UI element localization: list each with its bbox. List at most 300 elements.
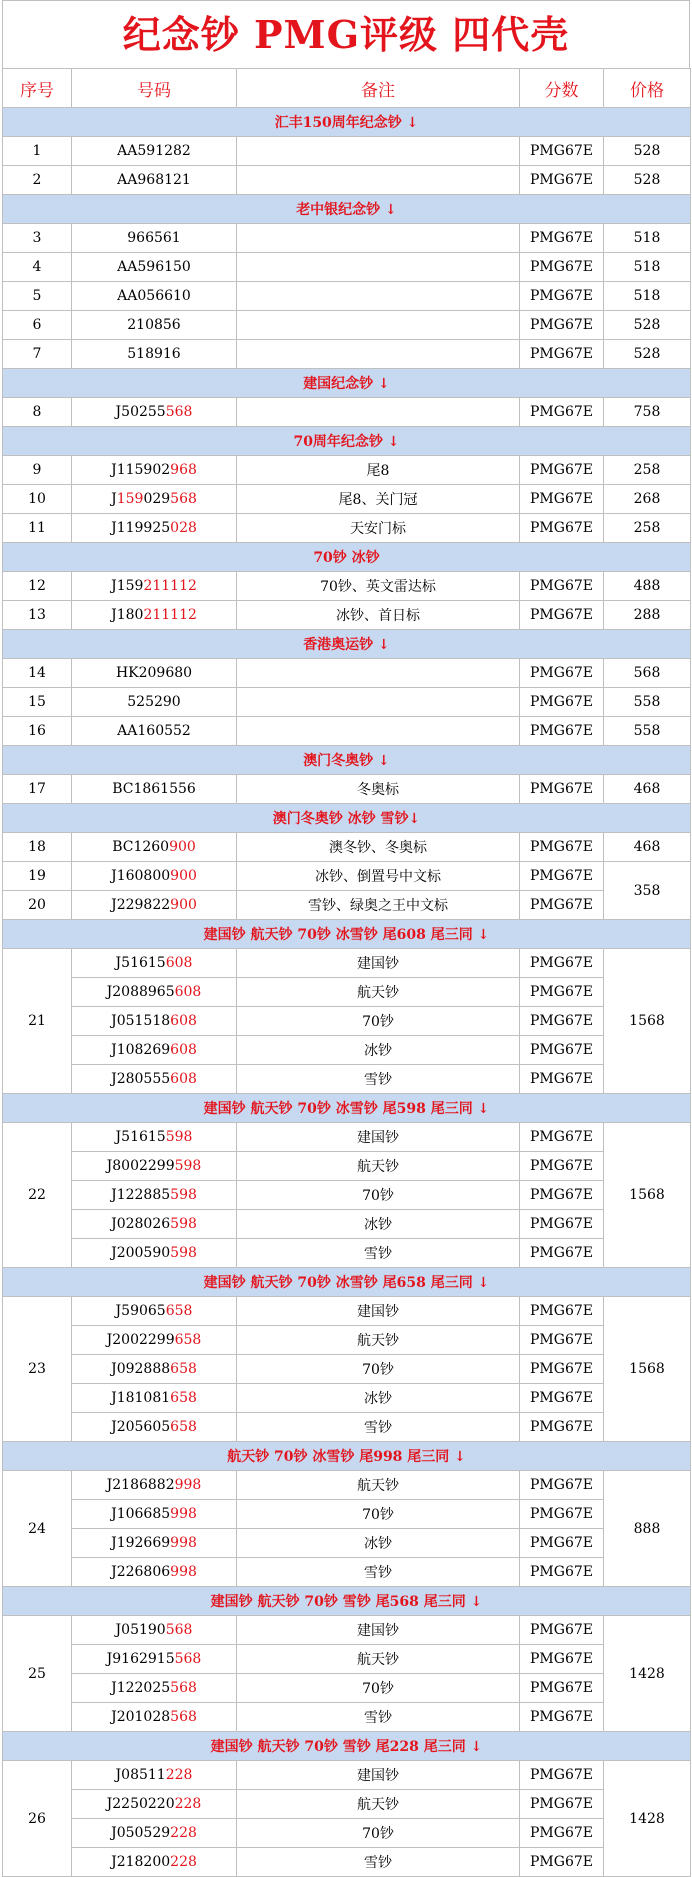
table-row: [3, 862, 691, 891]
note-cell: [237, 717, 520, 746]
price-cell: 358: [604, 862, 691, 920]
serial-number: [72, 833, 237, 862]
note-cell: [237, 659, 520, 688]
serial-number: [72, 1500, 237, 1529]
serial-prefix: J2002299: [106, 1332, 175, 1348]
serial-number: [72, 137, 237, 166]
price-table: [2, 68, 691, 1877]
table-row: [3, 949, 691, 978]
section-title: 老中银纪念钞 ↓: [3, 195, 691, 224]
serial-number: [72, 1355, 237, 1384]
table-row: [3, 1210, 691, 1239]
section-title: 建国钞 航天钞 70钞 雪钞 尾228 尾三同 ↓: [3, 1732, 691, 1761]
section-row: [3, 427, 691, 456]
serial-prefix: J050529: [111, 1825, 171, 1841]
serial-highlight: 998: [170, 1506, 197, 1522]
table-row: [3, 688, 691, 717]
serial-prefix: J205605: [111, 1419, 171, 1435]
serial-prefix: J119925: [111, 520, 171, 536]
table-row: [3, 1065, 691, 1094]
price-cell: 558: [604, 688, 691, 717]
table-row: [3, 1297, 691, 1326]
section-row: [3, 1732, 691, 1761]
serial-prefix: J122885: [111, 1187, 171, 1203]
lot-number: 22: [3, 1123, 72, 1268]
serial-highlight: 028: [170, 520, 197, 536]
price-cell: 1568: [604, 949, 691, 1094]
price-cell: 258: [604, 514, 691, 543]
price-cell: 488: [604, 572, 691, 601]
serial-prefix: J2250220: [106, 1796, 175, 1812]
serial-number: [72, 1529, 237, 1558]
note-cell: 70钞: [237, 1674, 520, 1703]
grade-cell: PMG67E: [520, 166, 604, 195]
grade-cell: PMG67E: [520, 224, 604, 253]
price-cell: 558: [604, 717, 691, 746]
serial-prefix: J218200: [111, 1854, 171, 1870]
price-cell: 518: [604, 282, 691, 311]
serial-highlight: 598: [170, 1245, 197, 1261]
price-cell: 528: [604, 311, 691, 340]
serial-prefix: J51615: [115, 955, 166, 971]
table-row: [3, 1181, 691, 1210]
note-cell: [237, 253, 520, 282]
serial-prefix: J8002299: [106, 1158, 175, 1174]
serial-number: [72, 1645, 237, 1674]
lot-number: 2: [3, 166, 72, 195]
serial-highlight: 900: [170, 897, 197, 913]
serial-prefix: J201028: [111, 1709, 171, 1725]
serial-number: [72, 891, 237, 920]
lot-number: 19: [3, 862, 72, 891]
serial-highlight: 998: [170, 1564, 197, 1580]
serial-highlight: 568: [165, 1622, 193, 1638]
note-cell: [237, 340, 520, 369]
grade-cell: PMG67E: [520, 659, 604, 688]
price-cell: 468: [604, 775, 691, 804]
table-row: [3, 1471, 691, 1500]
table-row: [3, 398, 691, 427]
price-cell: 528: [604, 166, 691, 195]
serial-prefix: 525290: [127, 694, 181, 710]
serial-highlight: 608: [170, 1013, 197, 1029]
serial-prefix: J229822: [111, 897, 171, 913]
price-cell: 528: [604, 340, 691, 369]
section-title: 建国钞 航天钞 70钞 雪钞 尾568 尾三同 ↓: [3, 1587, 691, 1616]
grade-cell: PMG67E: [520, 1703, 604, 1732]
note-cell: 航天钞: [237, 1645, 520, 1674]
section-title: 建国纪念钞 ↓: [3, 369, 691, 398]
serial-number: [72, 775, 237, 804]
table-row: [3, 311, 691, 340]
serial-prefix: J192669: [111, 1535, 171, 1551]
price-cell: 1428: [604, 1616, 691, 1732]
section-title: 建国钞 航天钞 70钞 冰雪钞 尾598 尾三同 ↓: [3, 1094, 691, 1123]
serial-prefix: J108269: [111, 1042, 171, 1058]
serial-prefix: AA056610: [117, 288, 191, 304]
grade-cell: PMG67E: [520, 456, 604, 485]
serial-prefix: J159: [111, 578, 144, 594]
note-cell: 冰钞: [237, 1036, 520, 1065]
table-row: [3, 1761, 691, 1790]
serial-number: [72, 688, 237, 717]
serial-number: [72, 1036, 237, 1065]
serial-number: [72, 1297, 237, 1326]
grade-cell: PMG67E: [520, 514, 604, 543]
lot-number: 3: [3, 224, 72, 253]
grade-cell: PMG67E: [520, 1616, 604, 1645]
serial-number: [72, 1761, 237, 1790]
serial-highlight: 598: [174, 1158, 202, 1174]
serial-highlight: 658: [170, 1419, 197, 1435]
serial-number: [72, 485, 237, 514]
serial-highlight: 598: [165, 1129, 193, 1145]
serial-highlight: 968: [170, 462, 197, 478]
lot-number: 17: [3, 775, 72, 804]
lot-number: 1: [3, 137, 72, 166]
serial-prefix: J08511: [115, 1767, 166, 1783]
serial-number: [72, 398, 237, 427]
note-cell: 雪钞: [237, 1703, 520, 1732]
note-cell: 冰钞: [237, 1529, 520, 1558]
table-row: [3, 1152, 691, 1181]
table-row: [3, 1645, 691, 1674]
note-cell: 航天钞: [237, 1471, 520, 1500]
section-row: [3, 369, 691, 398]
note-cell: 尾8: [237, 456, 520, 485]
table-row: [3, 978, 691, 1007]
section-row: [3, 630, 691, 659]
serial-number: [72, 1790, 237, 1819]
serial-prefix: J051518: [111, 1013, 171, 1029]
section-row: [3, 1094, 691, 1123]
grade-cell: PMG67E: [520, 485, 604, 514]
serial-highlight: 658: [165, 1303, 193, 1319]
lot-number: 16: [3, 717, 72, 746]
section-row: [3, 543, 691, 572]
serial-highlight: 608: [170, 1071, 197, 1087]
serial-prefix: J: [111, 491, 117, 507]
section-title: 汇丰150周年纪念钞 ↓: [3, 108, 691, 137]
serial-highlight: 900: [169, 839, 196, 855]
lot-number: 9: [3, 456, 72, 485]
lot-number: 26: [3, 1761, 72, 1877]
table-row: [3, 1819, 691, 1848]
price-cell: 568: [604, 659, 691, 688]
serial-prefix: J226806: [111, 1564, 171, 1580]
table-row: [3, 1384, 691, 1413]
lot-number: 24: [3, 1471, 72, 1587]
table-row: [3, 891, 691, 920]
serial-prefix: J028026: [111, 1216, 171, 1232]
note-cell: 70钞: [237, 1007, 520, 1036]
serial-highlight: 608: [165, 955, 193, 971]
serial-highlight: 998: [170, 1535, 197, 1551]
serial-number: [72, 224, 237, 253]
serial-prefix: J05190: [115, 1622, 166, 1638]
grade-cell: PMG67E: [520, 1239, 604, 1268]
serial-prefix: AA160552: [117, 723, 191, 739]
serial-number: [72, 340, 237, 369]
serial-prefix: J181081: [111, 1390, 171, 1406]
note-cell: [237, 398, 520, 427]
serial-number: [72, 1065, 237, 1094]
lot-number: 12: [3, 572, 72, 601]
serial-highlight: 568: [170, 1709, 197, 1725]
table-row: [3, 1239, 691, 1268]
serial-number: [72, 1819, 237, 1848]
serial-prefix: AA591282: [117, 143, 191, 159]
serial-highlight: 658: [170, 1390, 197, 1406]
note-cell: 天安门标: [237, 514, 520, 543]
header-serial: 号码: [72, 69, 237, 108]
serial-prefix: BC1260: [112, 839, 170, 855]
price-cell: 518: [604, 253, 691, 282]
note-cell: 70钞: [237, 1500, 520, 1529]
serial-number: [72, 166, 237, 195]
table-row: [3, 282, 691, 311]
grade-cell: PMG67E: [520, 311, 604, 340]
section-row: [3, 195, 691, 224]
grade-cell: PMG67E: [520, 862, 604, 891]
grade-cell: PMG67E: [520, 340, 604, 369]
table-row: [3, 1674, 691, 1703]
serial-prefix: J9162915: [106, 1651, 175, 1667]
lot-number: 4: [3, 253, 72, 282]
serial-number: [72, 601, 237, 630]
table-row: [3, 485, 691, 514]
serial-prefix: 966561: [127, 230, 181, 246]
lot-number: 8: [3, 398, 72, 427]
lot-number: 23: [3, 1297, 72, 1442]
section-title: 香港奥运钞 ↓: [3, 630, 691, 659]
serial-number: [72, 978, 237, 1007]
grade-cell: PMG67E: [520, 282, 604, 311]
note-cell: 雪钞: [237, 1065, 520, 1094]
serial-prefix: BC1861556: [112, 781, 196, 797]
serial-number: [72, 1848, 237, 1877]
note-cell: [237, 137, 520, 166]
grade-cell: PMG67E: [520, 1065, 604, 1094]
serial-highlight: 900: [170, 868, 197, 884]
serial-number: [72, 1123, 237, 1152]
note-cell: [237, 282, 520, 311]
price-cell: 758: [604, 398, 691, 427]
lot-number: 14: [3, 659, 72, 688]
price-cell: 468: [604, 833, 691, 862]
price-cell: 1568: [604, 1123, 691, 1268]
header-grade: 分数: [520, 69, 604, 108]
grade-cell: PMG67E: [520, 891, 604, 920]
grade-cell: PMG67E: [520, 717, 604, 746]
section-row: [3, 746, 691, 775]
grade-cell: PMG67E: [520, 1210, 604, 1239]
serial-number: [72, 1413, 237, 1442]
price-sheet: [2, 0, 690, 1877]
header-note: 备注: [237, 69, 520, 108]
grade-cell: PMG67E: [520, 1326, 604, 1355]
note-cell: 建国钞: [237, 949, 520, 978]
grade-cell: PMG67E: [520, 1123, 604, 1152]
section-title: 建国钞 航天钞 70钞 冰雪钞 尾608 尾三同 ↓: [3, 920, 691, 949]
grade-cell: PMG67E: [520, 1007, 604, 1036]
table-row: [3, 601, 691, 630]
lot-number: 10: [3, 485, 72, 514]
price-cell: 888: [604, 1471, 691, 1587]
table-row: [3, 717, 691, 746]
grade-cell: PMG67E: [520, 1152, 604, 1181]
note-cell: [237, 224, 520, 253]
table-row: [3, 253, 691, 282]
section-title: 澳门冬奥钞 冰钞 雪钞↓: [3, 804, 691, 833]
serial-number: [72, 514, 237, 543]
table-body: [3, 108, 691, 1877]
note-cell: [237, 166, 520, 195]
grade-cell: PMG67E: [520, 1558, 604, 1587]
price-cell: 518: [604, 224, 691, 253]
note-cell: 建国钞: [237, 1616, 520, 1645]
note-cell: 航天钞: [237, 1326, 520, 1355]
table-row: [3, 166, 691, 195]
note-cell: 航天钞: [237, 1790, 520, 1819]
price-cell: 288: [604, 601, 691, 630]
table-row: [3, 833, 691, 862]
serial-prefix: J280555: [111, 1071, 171, 1087]
note-cell: 航天钞: [237, 978, 520, 1007]
table-row: [3, 1007, 691, 1036]
section-row: [3, 1587, 691, 1616]
serial-prefix: AA968121: [117, 172, 191, 188]
table-row: [3, 456, 691, 485]
section-row: [3, 1268, 691, 1297]
serial-prefix: J092888: [111, 1361, 171, 1377]
serial-prefix: 210856: [127, 317, 181, 333]
lot-number: 13: [3, 601, 72, 630]
table-row: [3, 1703, 691, 1732]
table-row: [3, 1558, 691, 1587]
table-row: [3, 1326, 691, 1355]
note-cell: 航天钞: [237, 1152, 520, 1181]
serial-number: [72, 253, 237, 282]
table-row: [3, 137, 691, 166]
grade-cell: PMG67E: [520, 1790, 604, 1819]
note-cell: 建国钞: [237, 1297, 520, 1326]
price-cell: 528: [604, 137, 691, 166]
serial-number: [72, 862, 237, 891]
serial-prefix: J2088965: [106, 984, 175, 1000]
serial-highlight: 568: [170, 1680, 197, 1696]
serial-highlight: 211112: [143, 607, 197, 623]
lot-number: 5: [3, 282, 72, 311]
grade-cell: PMG67E: [520, 1355, 604, 1384]
serial-number: [72, 1558, 237, 1587]
serial-prefix: J59065: [115, 1303, 166, 1319]
table-row: [3, 1036, 691, 1065]
grade-cell: PMG67E: [520, 253, 604, 282]
note-cell: 冰钞: [237, 1210, 520, 1239]
grade-cell: PMG67E: [520, 1297, 604, 1326]
serial-number: [72, 1674, 237, 1703]
serial-prefix: J106685: [111, 1506, 171, 1522]
serial-highlight: 228: [174, 1796, 202, 1812]
table-row: [3, 1413, 691, 1442]
note-cell: 冰钞、首日标: [237, 601, 520, 630]
note-cell: [237, 688, 520, 717]
serial-highlight: 228: [170, 1825, 197, 1841]
serial-highlight: 658: [174, 1332, 202, 1348]
grade-cell: PMG67E: [520, 1761, 604, 1790]
table-row: [3, 1529, 691, 1558]
lot-number: 25: [3, 1616, 72, 1732]
serial-number: [72, 1703, 237, 1732]
note-cell: 冬奥标: [237, 775, 520, 804]
note-cell: 尾8、关门冠: [237, 485, 520, 514]
serial-number: [72, 1471, 237, 1500]
serial-prefix: J180: [111, 607, 144, 623]
serial-prefix: J50255: [115, 404, 166, 420]
serial-number: [72, 1007, 237, 1036]
serial-prefix: 518916: [127, 346, 181, 362]
serial-highlight: 608: [170, 1042, 197, 1058]
note-cell: 建国钞: [237, 1761, 520, 1790]
table-row: [3, 659, 691, 688]
note-cell: 雪钞: [237, 1558, 520, 1587]
serial-number: [72, 1616, 237, 1645]
serial-highlight: 598: [170, 1187, 197, 1203]
section-title: 70周年纪念钞 ↓: [3, 427, 691, 456]
serial-highlight: 998: [174, 1477, 202, 1493]
note-cell: 70钞: [237, 1355, 520, 1384]
serial-number: [72, 1239, 237, 1268]
note-cell: 冰钞、倒置号中文标: [237, 862, 520, 891]
section-title: 建国钞 航天钞 70钞 冰雪钞 尾658 尾三同 ↓: [3, 1268, 691, 1297]
serial-number: [72, 572, 237, 601]
lot-number: 18: [3, 833, 72, 862]
lot-number: 6: [3, 311, 72, 340]
price-cell: 258: [604, 456, 691, 485]
serial-prefix: J2186882: [106, 1477, 175, 1493]
lot-number: 15: [3, 688, 72, 717]
table-row: [3, 1848, 691, 1877]
note-cell: 雪钞、绿奥之王中文标: [237, 891, 520, 920]
grade-cell: PMG67E: [520, 1529, 604, 1558]
serial-prefix: J122025: [111, 1680, 171, 1696]
section-row: [3, 108, 691, 137]
table-row: [3, 1123, 691, 1152]
section-row: [3, 804, 691, 833]
section-title: 澳门冬奥钞 ↓: [3, 746, 691, 775]
section-row: [3, 920, 691, 949]
serial-prefix: J200590: [111, 1245, 171, 1261]
note-cell: 70钞、英文雷达标: [237, 572, 520, 601]
serial-number: [72, 1210, 237, 1239]
table-row: [3, 1355, 691, 1384]
note-cell: 雪钞: [237, 1413, 520, 1442]
section-title: 航天钞 70钞 冰雪钞 尾998 尾三同 ↓: [3, 1442, 691, 1471]
grade-cell: PMG67E: [520, 1500, 604, 1529]
serial-highlight: 598: [170, 1216, 197, 1232]
note-cell: 澳冬钞、冬奥标: [237, 833, 520, 862]
grade-cell: PMG67E: [520, 688, 604, 717]
grade-cell: PMG67E: [520, 949, 604, 978]
serial-highlight: 568: [165, 404, 193, 420]
price-cell: 268: [604, 485, 691, 514]
grade-cell: PMG67E: [520, 1413, 604, 1442]
serial-highlight: 608: [174, 984, 202, 1000]
serial-highlight: 658: [170, 1361, 197, 1377]
header-row: [3, 69, 691, 108]
grade-cell: PMG67E: [520, 398, 604, 427]
